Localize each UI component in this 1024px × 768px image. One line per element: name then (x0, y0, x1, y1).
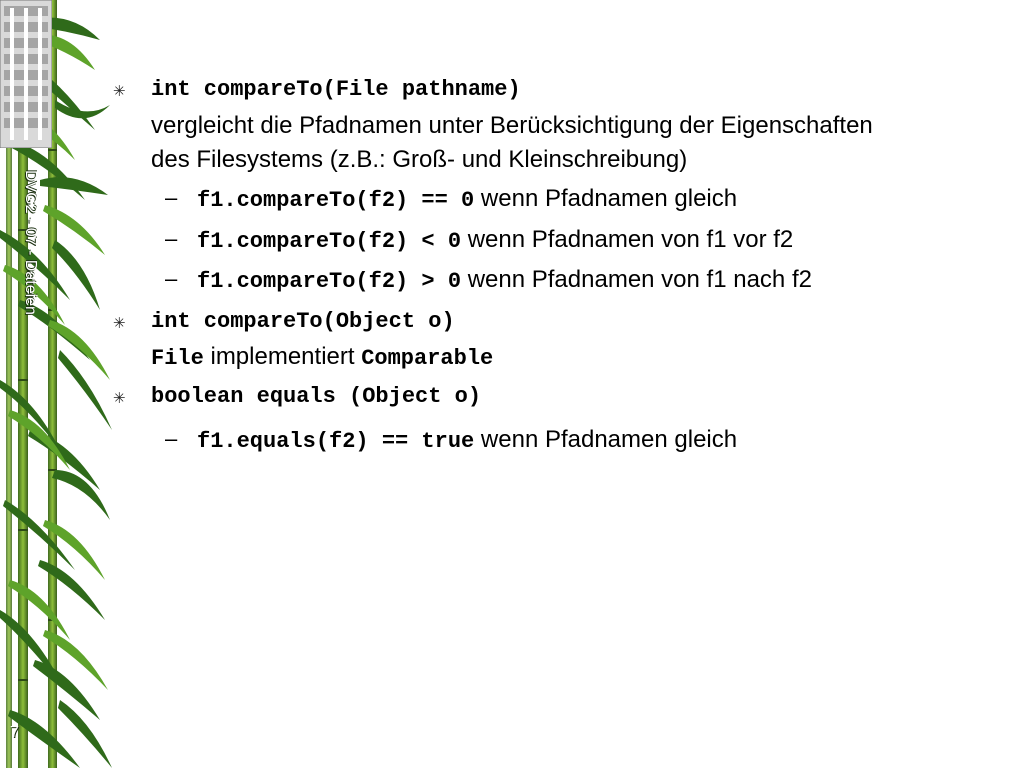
implements-text: implementiert (203, 343, 362, 370)
code-text: Comparable (361, 346, 494, 371)
code-text: boolean equals (Object o) (151, 384, 482, 409)
code-text: f1.compareTo(f2) > 0 (197, 269, 462, 294)
sidebar-title-text: DVG2 - 07 - Dateien (22, 170, 39, 315)
page-number: 7 (10, 724, 19, 741)
sub-item (197, 183, 737, 218)
code-text: f1.compareTo(f2) < 0 (197, 229, 462, 254)
bullet-item-2 (151, 306, 455, 339)
implements-line (151, 341, 493, 376)
bullet-icon: ✳ (113, 390, 126, 407)
code-text: int compareTo(File pathname) (151, 77, 521, 102)
bullet-item-3 (151, 381, 481, 414)
sub-item-text: wenn Pfadnamen gleich (474, 185, 738, 212)
bullet-icon: ✳ (113, 315, 126, 332)
sub-item (197, 224, 793, 259)
sub-item (197, 424, 737, 459)
description-line: des Filesystems (z.B.: Groß- und Kleinschreibung) (151, 146, 688, 173)
dash-icon: – (165, 185, 178, 210)
sub-item (197, 264, 812, 299)
description-line: vergleicht die Pfadnamen unter Berücksichtigung der Eigenschaften (151, 112, 873, 139)
code-text: f1.compareTo(f2) == 0 (197, 188, 475, 213)
dash-icon: – (165, 266, 178, 291)
code-text: File (151, 346, 204, 371)
dash-icon: – (165, 226, 178, 251)
code-text: int compareTo(Object o) (151, 309, 455, 334)
sub-item-text: wenn Pfadnamen von f1 nach f2 (461, 266, 812, 293)
code-text: f1.equals(f2) == true (197, 429, 475, 454)
dash-icon: – (165, 426, 178, 451)
bullet-icon: ✳ (113, 83, 126, 100)
sub-item-text: wenn Pfadnamen gleich (474, 426, 738, 453)
bullet-item-1 (151, 74, 521, 107)
sub-item-text: wenn Pfadnamen von f1 vor f2 (461, 226, 794, 253)
